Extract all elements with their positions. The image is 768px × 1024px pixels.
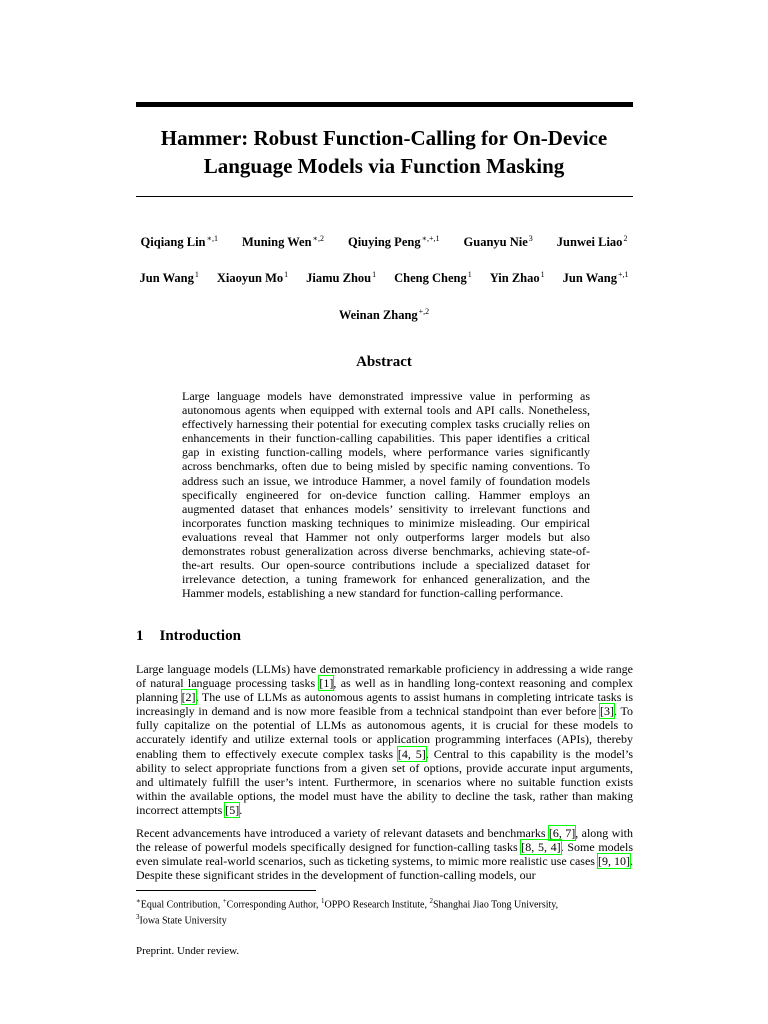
author [242,231,324,250]
author [348,231,440,250]
intro-paragraph-1 [136,662,633,817]
author [140,267,199,286]
author [490,267,545,286]
author-affiliation-mark: 2 [623,234,628,243]
author-name: Jiamu Zhou [306,271,372,286]
author-name: Weinan Zhang [338,308,418,323]
title-line-1: Hammer: Robust Function-Calling for On-Device [160,126,608,150]
author-affiliation-mark: ∗,+,1 [421,234,440,243]
author-affiliation-mark: 1 [372,270,377,279]
author-affiliation-mark: +,2 [418,307,430,316]
author [217,267,288,286]
author-name: Muning Wen [241,235,312,250]
footnote-text: Corresponding Author, [226,899,321,911]
citation-link[interactable]: [3] [599,704,614,719]
author [557,231,628,250]
paragraph-text: . Despite these significant strides in the development of function-calling models, our [136,854,633,883]
footnote-text: Iowa State University [139,915,227,927]
footnote-mark: ∗ [136,897,141,905]
author-affiliation-mark: 3 [528,234,533,243]
paper-title [120,124,648,180]
paragraph-text: . The use of LLMs as autonomous agents to assist humans in completing intricate tasks is increasingly in demand and is now more feasible from a technical standpoint than ever before [136,690,633,719]
abstract-text: Large language models have demonstrated impressive value in performing as autonomous agents when equipped with external tools and API calls. Nonetheless, effectively harnessing their potential for executing complex tasks crucially relies on enhancements in their function-calling capabilities. This paper identifies a critical gap in existing function-calling models, where performance varies significantly across benchmarks, often due to being misled by specific naming conventions. To address such an issue, we introduce Hammer, a novel family of foundation models specifically engineered for on-device function calling. Hammer employs an augmented dataset that enhances models’ sensitivity to irrelevant functions and incorporates function masking techniques to minimize misleading. Our empirical evaluations reveal that Hammer not only outperforms larger models but also demonstrates robust generalization across diverse benchmarks, achieving state-of-the-art results. Our open-source contributions include a specialized dataset for irrelevance detection, a tuning framework for enhanced generalization, and the Hammer models, establishing a new standard for function-calling performance. [182,389,590,601]
author [563,267,629,286]
author-name: Yin Zhao [489,271,540,286]
author-name: Qiqiang Lin [140,235,206,250]
footnote [136,895,633,928]
author-name: Jun Wang [562,271,617,286]
paragraph-text: Large language models (LLMs) have demonstrated remarkable proficiency in addressing a wide range of natural language processing tasks [136,662,633,691]
author-affiliation-mark: +,1 [617,270,629,279]
section-heading-introduction [136,628,241,645]
footnote-mark: 3 [136,913,140,922]
author [464,231,533,250]
citation-link[interactable]: [9, 10] [597,854,630,869]
footnote-text: Equal Contribution, [140,899,223,911]
citation-link[interactable]: [2] [181,690,196,705]
author-name: Junwei Liao [556,235,623,250]
paragraph-text: . To fully capitalize on the potential of LLMs as autonomous agents, it is crucial for these models to accurately identify and utilize external tools or application programming interfaces (APIs), thereby enabling them to effectively execute complex tasks [136,704,634,761]
author-affiliation-mark: 1 [467,270,472,279]
author-name: Cheng Cheng [394,271,467,286]
section-title: Introduction [159,628,241,644]
author-affiliation-mark: ∗,1 [206,234,218,243]
author-affiliation-mark: 1 [284,270,289,279]
title-bottom-rule [136,196,633,197]
author-name: Guanyu Nie [463,235,528,250]
author [141,231,218,250]
author-affiliation-mark: 1 [540,270,545,279]
author-name: Jun Wang [139,271,194,286]
author-name: Xiaoyun Mo [216,271,284,286]
footnote-mark: + [222,897,227,905]
citation-link[interactable]: [1] [319,676,334,691]
author-row-2 [120,267,648,286]
paragraph-text: . Some models even simulate real-world scenarios, such as ticketing systems, to mimic more realistic use cases [136,840,633,869]
preprint-notice: Preprint. Under review. [136,945,240,957]
paragraph-text: , along with the release of powerful models specifically designed for function-calling tasks [136,826,633,855]
footnote-text: OPPO Research Institute, [324,899,430,911]
citation-link[interactable]: [4, 5] [397,746,426,761]
footnote-rule [136,890,316,891]
footnote-text: Shanghai Jiao Tong University, [433,899,559,911]
section-number: 1 [136,628,144,644]
citation-link[interactable]: [6, 7] [548,826,576,840]
author-affiliation-mark: ∗,2 [312,234,324,243]
paragraph-text: . [239,802,243,817]
intro-paragraph-2 [136,826,633,882]
title-line-2: Language Models via Function Masking [203,154,565,178]
author-affiliation-mark: 1 [194,270,199,279]
author [394,267,472,286]
author-name: Qiuying Peng [347,235,421,250]
title-top-rule [136,102,633,107]
author [339,304,429,323]
paragraph-text: , as well as in handling long-context reasoning and complex planning [136,676,633,705]
footnote-mark: 1 [321,897,325,905]
author-row-3 [120,304,648,323]
citation-link[interactable]: [5] [225,802,240,817]
paragraph-text: . Central to this capability is the model’s ability to select appropriate functions from a given set of options, provide accurate input arguments, and ultimately fulfill the user’s intent. Furthermore, in scenarios where no suitable function exists within the available options, the model must have the ability to decline the task, rather than making incorrect attempts [136,746,634,817]
abstract-heading: Abstract [356,354,412,370]
author [306,267,376,286]
author-row-1 [120,231,648,250]
paragraph-text: Recent advancements have introduced a variety of relevant datasets and benchmarks [136,826,549,840]
citation-link[interactable]: [8, 5, 4] [521,840,561,855]
footnote-mark: 2 [429,897,433,905]
